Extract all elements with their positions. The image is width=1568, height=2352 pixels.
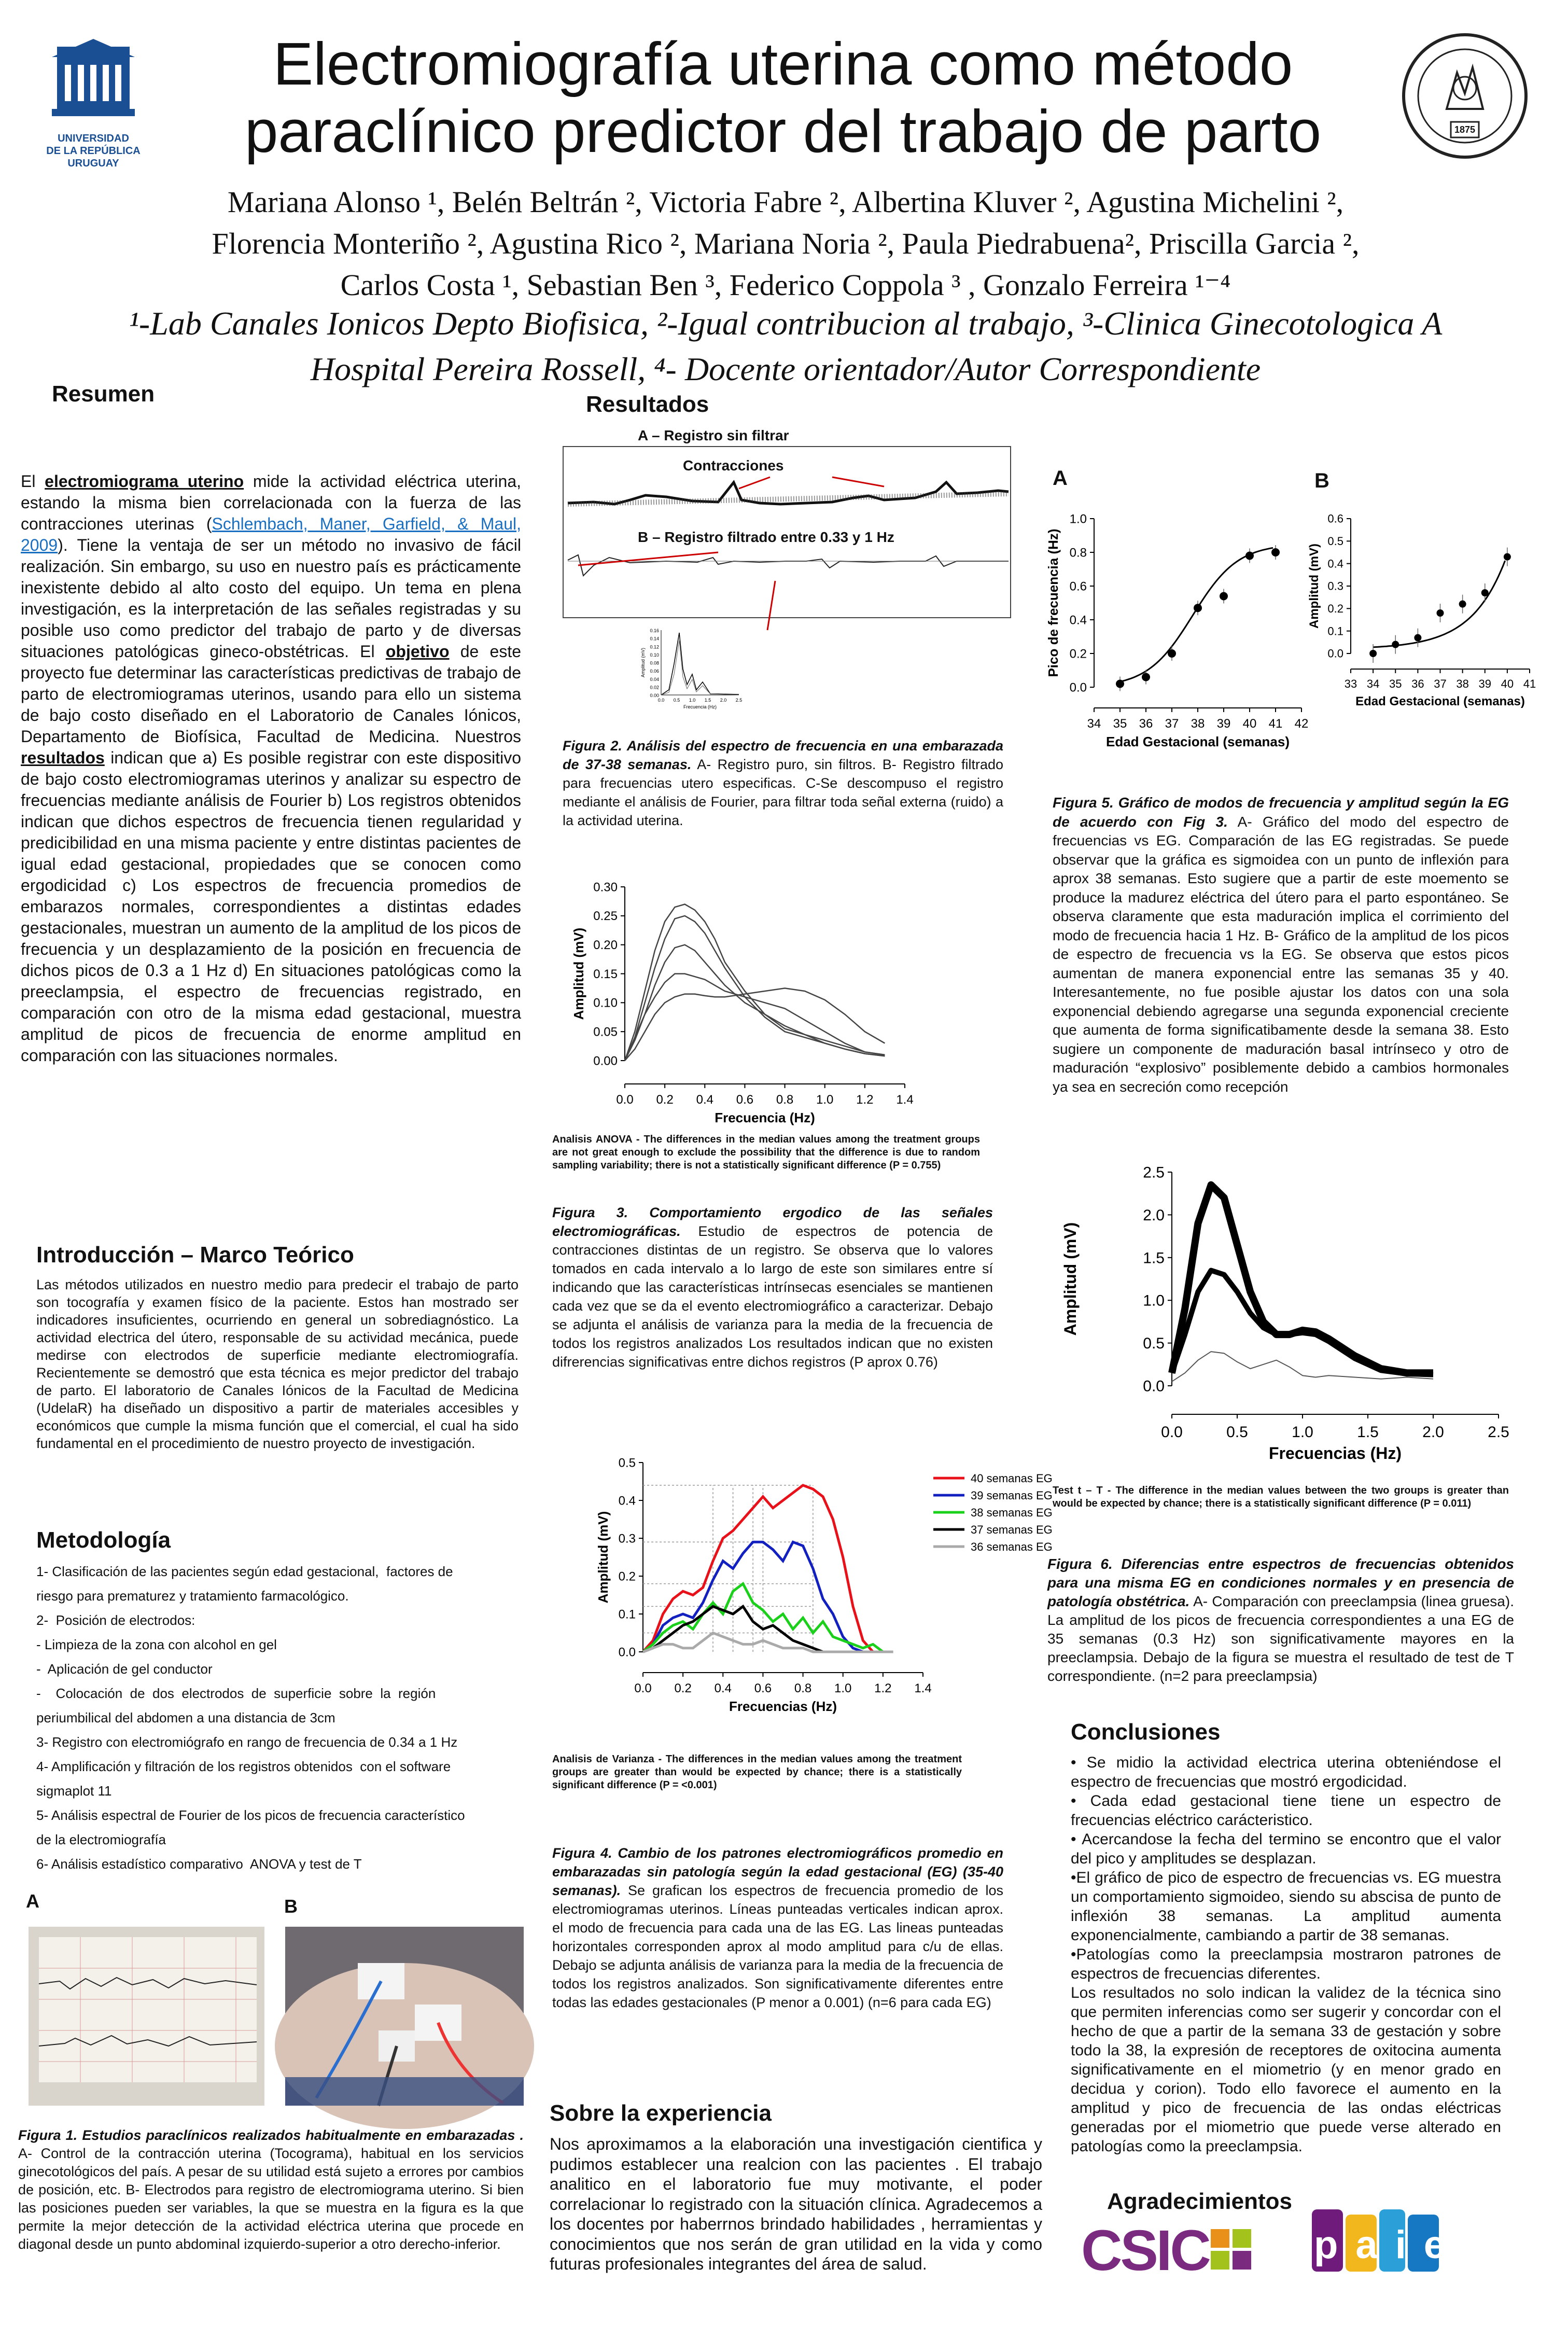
fig2-a-label: A – Registro sin filtrar (638, 427, 789, 443)
resumen-p1: El (21, 472, 45, 491)
data-point (1194, 604, 1202, 612)
x-tick-label: 1.2 (874, 1681, 892, 1695)
y-tick-label: 0.2 (1327, 602, 1343, 616)
resumen-keyword-resultados: resultados (21, 748, 105, 767)
inset-y-tick-label: 0.00 (650, 693, 659, 698)
exponential-fit-line (1373, 561, 1505, 647)
y-axis-label: Amplitud (mV) (571, 927, 586, 1020)
series-line (625, 904, 885, 1061)
y-tick-label: 0.0 (1143, 1377, 1165, 1395)
data-point (1437, 609, 1444, 617)
data-point (1414, 634, 1421, 642)
resumen-p2: mide la actividad eléctrica uterina, estando la misma bien correlacionada con la fuerza de las contracciones uterinas ( (21, 472, 522, 533)
inset-y-tick-label: 0.02 (650, 685, 659, 690)
x-tick-label: 2.0 (1422, 1424, 1444, 1441)
fig1-caption-title: Figura 1. Estudios paraclínicos realizados habitualmente en embarazadas . (18, 2127, 524, 2143)
inset-spectrum-line (661, 633, 739, 695)
affiliations (62, 301, 1509, 392)
fig5-label-b: B (1314, 469, 1329, 492)
legend-label: 36 semanas EG (971, 1540, 1053, 1553)
series-line (625, 974, 885, 1061)
inset-x-axis-label: Frecuencia (Hz) (683, 704, 717, 709)
x-tick-label: 39 (1216, 717, 1231, 731)
metodologia-line: 6- Análisis estadístico comparativo ANOVA y test de T (36, 1856, 362, 1872)
fig2-spectrum-inset (640, 628, 742, 709)
legend-label: 37 semanas EG (971, 1523, 1053, 1536)
experiencia-text: Nos aproximamos a la elaboración una investigación cientifica y pudimos establecer una realcion con las pacientes . El trabajo analitico en el laboratorio fue muy motivante, el poder correlacionar lo registrado con la situación clínica. Agradecemos a los docentes por haberrnos brindado habilidades , herramientas y conocimientos que nos serán de gran utilidad en la vida y como futuras profesionales integrantes del área de salud. (550, 2135, 1042, 2273)
logo-text-line1: UNIVERSIDAD (58, 133, 129, 144)
fig3-caption-body: Estudio de espectros de potencia de contracciones distintas de un registro. Se observa que lo valores tomados en cada intervalo a lo largo de este son similares entre sí indicando que las características intrínsecas esenciales se mantienen cada vez que se da el evento electromiográfico a caracterizar. Debajo se adjunta el análisis de varianza para la media de la frecuencia de todos los registros analizados Los resultados indican que no existen difrerencias significativas entre dichos registros (P aprox 0.76) (552, 1223, 993, 1370)
metodologia-list (36, 1560, 524, 1876)
series-line (625, 916, 885, 1061)
tocogram-photo (29, 1927, 264, 2106)
y-tick-label: 0.3 (618, 1532, 636, 1546)
y-tick-label: 0.10 (593, 996, 618, 1010)
x-axis-label: Edad Gestacional (semanas) (1105, 734, 1290, 749)
data-point (1220, 592, 1228, 601)
inset-y-tick-label: 0.06 (650, 669, 659, 674)
y-tick-label: 1.0 (1069, 512, 1087, 526)
fig5b-svg (1307, 508, 1556, 726)
y-tick-label: 0.5 (1143, 1335, 1165, 1353)
x-tick-label: 34 (1087, 717, 1101, 731)
authors-line-1: Mariana Alonso ¹, Belén Beltrán ², Victoria Fabre ², Albertina Kluver ², Agustina Michelini ², (227, 185, 1344, 219)
y-tick-label: 0.15 (593, 967, 618, 981)
fig3-svg (565, 876, 970, 1136)
resumen-keyword-emg: electromiograma uterino (45, 472, 244, 491)
x-tick-label: 0.0 (616, 1093, 634, 1107)
fig4-chart (595, 1447, 1053, 1722)
x-tick-label: 0.0 (1161, 1424, 1183, 1441)
citation-link[interactable]: Schlembach, Maner, Garfield, & Maul, 2009 (21, 514, 522, 554)
conclusion-item: •Patologías como la preeclampsia mostraron patrones de espectros de frecuencias diferentes. (1071, 1946, 1501, 1982)
conclusion-item: • Se midio la actividad electrica uterina obteniéndose el espectro de frecuencias que mostró ergodicidad. (1071, 1754, 1501, 1790)
y-axis-label: Amplitud (mV) (595, 1511, 611, 1604)
y-tick-label: 0.1 (618, 1607, 636, 1622)
x-tick-label: 41 (1268, 717, 1283, 731)
inset-x-tick-label: 2.0 (720, 698, 727, 703)
y-tick-label: 0.2 (618, 1569, 636, 1584)
fig4-caption (552, 1844, 1003, 2012)
fig1-caption (18, 2126, 524, 2253)
y-tick-label: 1.5 (1143, 1249, 1165, 1267)
resumen-p5: indican que a) Es posible registrar con este dispositivo de bajo costo electromiogramas uterinos y analizar su espectro de frecuencias mediante análisis de Fourier b) Los registros obtenidos indican que dichos espectros de frecuencia tienen regularidad y predicibilidad en una misma paciente y entre distintas pacientes de igual edad gestacional, propiedades que se conocen como ergodicidad c) Los espectros de frecuencia promedios de embarazos normales, correspondientes a distintas edades gestacionales, muestran un aumento de la amplitud de los picos de frecuencia y un desplazamiento de la posición en frecuencia de dichos picos de 0.3 a 1 Hz d) En situaciones patológicas como la preeclampsia, el espectro de frecuencias registrado, en comparación con otro de la misma edad gestacional, muestra amplitud de picos de frecuencia de enorme amplitud en comparación con las situaciones normales. (21, 748, 521, 1065)
data-point (1271, 548, 1280, 556)
legend-label: 39 semanas EG (971, 1489, 1053, 1502)
electrodes-photo (285, 1927, 524, 2106)
intro-text: Las métodos utilizados en nuestro medio para predecir el trabajo de parto son tocografía y examen físico de la paciente. Estos han mostrado ser indicadores insuficientes, ocurriendo en general un sobrediagnóstico. La actividad electrica del útero, responsable de su actividad mecánica, puede medirse con electrodos de superficie mediante electromiografía. Recientemente se demostró que esta técnica es mejor predictor del trabajo de parto. El laboratorio de Canales Iónicos de la Facultad de Medicina (UdelaR) ha diseñado un dispositivo a partir de materiales accesibles y económicos que cumple la misma función que el comercial, el cual ha sido fundamental en el procedimiento de nuestro proyecto de investigación. (36, 1277, 519, 1451)
series-line (643, 1542, 893, 1652)
fig1-label-b: B (284, 1896, 298, 1917)
conclusiones-heading: Conclusiones (1071, 1719, 1221, 1745)
x-tick-label: 1.2 (856, 1093, 874, 1107)
sigmoid-fit-line (1120, 548, 1273, 681)
affiliation-line-1: ¹-Lab Canales Ionicos Depto Biofisica, ²-Igual contribucion al trabajo, ³-Clinica Ginecotologica A (129, 305, 1443, 342)
y-tick-label: 0.0 (618, 1645, 636, 1660)
x-tick-label: 2.5 (1488, 1424, 1509, 1441)
y-tick-label: 0.3 (1327, 579, 1343, 593)
paie-logo-text: paie (1314, 2223, 1464, 2267)
x-tick-label: 36 (1139, 717, 1153, 731)
x-tick-label: 34 (1366, 677, 1380, 690)
fig3-anova-note: Analisis ANOVA - The differences in the median values among the treatment groups are not great enough to exclude the possibility that the difference is due to random sampling variability; there is not a statistically significant difference (P = 0.755) (552, 1134, 980, 1171)
x-tick-label: 38 (1456, 677, 1469, 690)
paie-logo (1307, 2199, 1464, 2282)
y-tick-label: 0.2 (1069, 647, 1087, 661)
title-line-1: Electromiografía uterina como método (273, 30, 1293, 98)
x-axis-label: Frecuencias (Hz) (1268, 1444, 1402, 1463)
fig2-recordings (563, 446, 1011, 736)
inset-x-tick-label: 1.5 (704, 698, 711, 703)
fig4-anova-note: Analisis de Varianza - The differences in the median values among the treatment groups are greater than would be expected by chance; there is a statistically significant difference (P = <0.001) (552, 1753, 962, 1791)
conclusion-item: • Cada edad gestacional tiene tiene un espectro de frecuencias eléctrico carácteristico. (1071, 1792, 1501, 1829)
seal-year: 1875 (1454, 124, 1476, 135)
metodologia-line: - Aplicación de gel conductor (36, 1661, 213, 1677)
data-point (1369, 650, 1377, 657)
authors-line-3: Carlos Costa ¹, Sebastian Ben ³, Federico Coppola ³ , Gonzalo Ferreira ¹⁻⁴ (340, 268, 1231, 302)
x-tick-label: 1.5 (1357, 1424, 1379, 1441)
data-point (1481, 589, 1489, 596)
x-tick-label: 39 (1478, 677, 1491, 690)
x-tick-label: 41 (1523, 677, 1536, 690)
y-tick-label: 1.0 (1143, 1292, 1165, 1310)
x-tick-label: 1.4 (914, 1681, 932, 1695)
university-logo (36, 36, 150, 171)
metodologia-heading: Metodología (36, 1527, 171, 1553)
metodologia-line: periumbilical del abdomen a una distancia de 3cm (36, 1710, 335, 1725)
fig6-caption-body: A- Comparación con preeclampsia (linea gruesa). La amplitud de los picos de frecuencia correspondientes a una EG de 35 semanas (0.3 Hz) son significativamente mayores en la preeclampsia. Debajo de la figura se muestra el resultado de test de T correspondiente. (n=2 para preeclampsia) (1047, 1593, 1514, 1684)
fig5-caption-title: Figura 5. Gráfico de modos de frecuencia y amplitud según la EG de acuerdo con Fig 3. (1053, 795, 1509, 830)
agradecimientos-heading: Agradecimientos (1107, 2189, 1292, 2214)
y-tick-label: 2.5 (1143, 1164, 1165, 1181)
x-tick-label: 33 (1344, 677, 1357, 690)
csic-squares-icon (1211, 2229, 1252, 2271)
x-tick-label: 38 (1191, 717, 1205, 731)
intro-heading: Introducción – Marco Teórico (36, 1242, 354, 1268)
data-point (1245, 552, 1254, 560)
inset-spectrum-line-2 (661, 641, 739, 695)
y-tick-label: 0.00 (593, 1054, 618, 1068)
series-line (1172, 1352, 1433, 1382)
y-tick-label: 0.30 (593, 880, 618, 895)
data-point (1116, 680, 1124, 688)
csic-logo-text: CSIC (1081, 2219, 1209, 2283)
fig5a-svg (1042, 508, 1322, 778)
y-tick-label: 0.5 (618, 1456, 636, 1470)
fig2-contracciones-label: Contracciones (683, 457, 784, 474)
x-tick-label: 0.4 (714, 1681, 732, 1695)
fig6-caption (1047, 1555, 1514, 1686)
y-tick-label: 0.8 (1069, 546, 1087, 560)
fig1-label-a: A (26, 1890, 39, 1912)
y-tick-label: 0.0 (1069, 680, 1087, 695)
title-line-2: paraclínico predictor del trabajo de parto (244, 98, 1322, 165)
x-tick-label: 37 (1165, 717, 1179, 731)
y-tick-label: 0.05 (593, 1025, 618, 1039)
y-tick-label: 0.20 (593, 938, 618, 953)
fig4-caption-body: Se grafican los espectros de frecuencia promedio de los electromiogramas uterinos. Líneas punteadas verticales indican aprox. el modo de frecuencia para cada una de las EG. Las lineas punteadas horizontales corresponden aprox al modo amplitud para c/u de ellas. Debajo se adjunta análisis de varianza para la media de la frecuencia de todos los registros analizados. Son significativamente diferentes entre todas las edades gestacionales (P menor a 0.001) (n=6 para cada EG) (552, 1883, 1003, 2010)
y-tick-label: 0.4 (1069, 613, 1087, 628)
x-tick-label: 40 (1242, 717, 1257, 731)
inset-y-axis-label: Amplitud (mV) (640, 647, 646, 678)
series-line (1172, 1271, 1433, 1375)
logo-text-line2: DE LA REPÚBLICA (46, 145, 141, 157)
inset-y-tick-label: 0.14 (650, 636, 659, 642)
y-tick-label: 0.4 (618, 1494, 636, 1508)
authors (62, 182, 1509, 306)
inset-x-tick-label: 1.0 (689, 698, 696, 703)
conclusion-item: • Acercandose la fecha del termino se encontro que el valor del pico y amplitudes se desplazan. (1071, 1831, 1501, 1867)
fig5a-chart (1042, 508, 1322, 778)
x-tick-label: 37 (1434, 677, 1447, 690)
poster-title (156, 30, 1410, 165)
data-point (1392, 641, 1399, 648)
x-tick-label: 0.6 (754, 1681, 772, 1695)
x-axis-label: Frecuencias (Hz) (729, 1699, 837, 1714)
fig1-caption-body: A- Control de la contracción uterina (Tocograma), habitual en los servicios ginecotológicos del país. A pesar de su utilidad está sujeto a errores por cambios de posición, etc. B- Electrodos para registro de electromiograma uterino. Si bien las posiciones pueden ser variables, la que se muestra en la figura es la que permite la mejor detección de la actividad eléctrica uterina que procede en diagonal desde un punto abdominal izquierdo-superior a otro derecho-inferior. (18, 2146, 524, 2252)
x-tick-label: 0.2 (656, 1093, 674, 1107)
x-axis-label: Frecuencia (Hz) (715, 1110, 815, 1125)
metodologia-line: sigmaplot 11 (36, 1783, 112, 1799)
legend-label: 38 semanas EG (971, 1506, 1053, 1519)
x-tick-label: 0.4 (696, 1093, 713, 1107)
metodologia-line: - Colocación de dos electrodos de superficie sobre la región (36, 1686, 436, 1701)
inset-y-tick-label: 0.08 (650, 660, 659, 666)
fig6-svg (1053, 1157, 1530, 1494)
inset-y-tick-label: 0.10 (650, 652, 659, 658)
conclusion-item: •El gráfico de pico de espectro de frecuencias vs. EG muestra un comportamiento sigmoideo, siendo su abscisa de punto de inflexión 38 semanas. La amplitud aumenta exponencialmente, cambiando a partir de 38 semanas. (1071, 1869, 1501, 1944)
resumen-keyword-objetivo: objetivo (385, 642, 450, 661)
fig3-caption (552, 1203, 993, 1371)
y-tick-label: 0.6 (1069, 579, 1087, 594)
x-tick-label: 1.4 (896, 1093, 914, 1107)
metodologia-line: riesgo para prematurez y tratamiento farmacológico. (36, 1588, 349, 1604)
inset-x-tick-label: 0.0 (657, 698, 665, 703)
x-tick-label: 36 (1411, 677, 1424, 690)
y-tick-label: 2.0 (1143, 1206, 1165, 1224)
fig6-chart (1053, 1157, 1530, 1494)
y-tick-label: 0.25 (593, 909, 618, 924)
data-point (1504, 553, 1511, 561)
x-tick-label: 42 (1294, 717, 1309, 731)
legend-label: 40 semanas EG (971, 1472, 1053, 1485)
fig3-chart (565, 876, 970, 1136)
csic-logo (1081, 2220, 1252, 2282)
fig4-caption-title: Figura 4. Cambio de los patrones electromiográficos promedio en embarazadas sin patología según la edad gestacional (EG) (35-40 semanas). (552, 1845, 1003, 1898)
university-building-icon (36, 36, 150, 130)
metodologia-line: 5- Análisis espectral de Fourier de los picos de frecuencia característico (36, 1807, 465, 1823)
faculty-seal (1400, 31, 1530, 161)
x-tick-label: 35 (1389, 677, 1402, 690)
y-tick-label: 0.5 (1327, 535, 1343, 548)
fig2-caption-title: Figura 2. Análisis del espectro de frecuencia en una embarazada de 37-38 semanas. (563, 738, 1003, 772)
metodologia-line: 4- Amplificación y filtración de los registros obtenidos con el software (36, 1759, 451, 1774)
x-tick-label: 0.0 (634, 1681, 652, 1695)
inset-y-tick-label: 0.16 (650, 628, 659, 633)
x-tick-label: 35 (1113, 717, 1127, 731)
fig3-caption-title: Figura 3. Comportamiento ergodico de las señales electromiográficas. (552, 1205, 993, 1239)
metodologia-line: de la electromiografía (36, 1832, 166, 1847)
authors-line-2: Florencia Monteriño ², Agustina Rico ², Mariana Noria ², Paula Piedrabuena², Priscilla Garcia ², (212, 227, 1360, 260)
y-axis-label: Amplitud (mV) (1061, 1222, 1080, 1336)
metodologia-line: 3- Registro con electromiógrafo en rango de frecuencia de 0.34 a 1 Hz (36, 1734, 458, 1750)
logo-text-line3: URUGUAY (67, 158, 119, 169)
metodologia-line: - Limpieza de la zona con alcohol en gel (36, 1637, 277, 1652)
series-line (1172, 1185, 1433, 1373)
fig6-ttest-note: Test t – T - The difference in the median values between the two groups is greater than would be expected by chance; there is a statistically significant difference (P = 0.011) (1053, 1485, 1509, 1509)
x-tick-label: 0.6 (736, 1093, 754, 1107)
affiliation-line-2: Hospital Pereira Rossell, ⁴- Docente orientador/Autor Correspondiente (310, 351, 1261, 387)
x-tick-label: 0.8 (776, 1093, 794, 1107)
fig2-caption (563, 736, 1003, 830)
x-tick-label: 1.0 (1292, 1424, 1313, 1441)
experiencia-heading: Sobre la experiencia (550, 2100, 772, 2126)
fig5-caption (1053, 794, 1509, 1096)
x-tick-label: 0.2 (674, 1681, 692, 1695)
fig5b-chart (1307, 508, 1556, 726)
resumen-heading: Resumen (52, 381, 155, 407)
data-point (1168, 649, 1176, 658)
resumen-p4: de este proyecto fue determinar las características predictivas de trabajo de parto de electromiogramas uterinos, usando para ello un sistema de bajo costo diseñado en el Laboratorio de Canales Iónicos, Departamento de Biofísica, Facultad de Medicina. Nuestros (21, 642, 522, 746)
inset-y-tick-label: 0.04 (650, 676, 659, 682)
x-tick-label: 0.8 (794, 1681, 812, 1695)
resumen-text (21, 471, 521, 1066)
fig2-caption-body: A- Registro puro, sin filtros. B- Registro filtrado para frecuencias utero especificas. C-Se descompuso el registro mediante el análisis de Fourier, para filtrar toda señal externa (ruido) a la actividad uterina. (563, 757, 1004, 828)
seal-icon (1400, 31, 1530, 161)
y-axis-label: Pico de frecuencia (Hz) (1045, 528, 1061, 677)
x-axis-label: Edad Gestacional (semanas) (1355, 694, 1525, 708)
inset-x-tick-label: 0.5 (673, 698, 680, 703)
y-tick-label: 0.4 (1327, 557, 1343, 570)
y-tick-label: 0.0 (1327, 647, 1343, 660)
fig4-svg (595, 1447, 1053, 1722)
fig5-caption-body: A- Gráfico del modo del espectro de frecuencias vs EG. Comparación de las EG registradas. Se puede observar que la gráfica es sigmoidea con un punto de inflexión para aprox 38 semanas. Esto sugiere que a partir de este moemento se produce la madurez eléctrica del útero para el parto espontáneo. Se observa claramente que esta maduración implica el corrimiento del modo de frecuencia hacia 1 Hz. B- Gráfico de la amplitud de los picos de espectro de frecuencia vs la EG. Se observa que estos picos aumentan de manera exponencial entre las semanas 35 y 40. Interesantemente, no fue posible ajustar los datos con una sola exponencial debiendo agregarse una segunda exponencial creciente que aumenta de forma significatibamente desde la semana 38. Esto sugiere un componente de maduración basal intrínseco y otro de maduración “explosivo” posiblemente debido a cambios hormonales ya sea en secreción como recepción (1053, 813, 1509, 1095)
resultados-heading: Resultados (586, 392, 709, 417)
x-tick-label: 40 (1501, 677, 1514, 690)
metodologia-line: 1- Clasificación de las pacientes según edad gestacional, factores de (36, 1564, 453, 1579)
y-axis-label: Amplitud (mV) (1307, 544, 1321, 629)
y-tick-label: 0.1 (1327, 624, 1343, 638)
conclusiones-closing: Los resultados no solo indican la validez de la técnica sino que permiten inferencias como ser sugerir y concordar con el hecho de que a partir de la semana 33 de gestación y sobre todo la 38, la expresión de receptores de oxitocina aumenta significativamente en el miometrio (y en menor grado en decidua y corion). Todo ello favorece el aumento en la amplitud y pico de frecuencia de las ondas eléctricas generadas por el miometrio que puede verse alterado en patologías como la preeclampsia. (1071, 1984, 1501, 2155)
x-tick-label: 1.0 (816, 1093, 834, 1107)
inset-x-tick-label: 2.5 (735, 698, 743, 703)
inset-y-tick-label: 0.12 (650, 644, 659, 650)
data-point (1142, 673, 1150, 681)
fig2-b-label: B – Registro filtrado entre 0.33 y 1 Hz (638, 529, 894, 545)
fig6-caption-title: Figura 6. Diferencias entre espectros de frecuencias obtenidos para una misma EG en condiciones normales y en presencia de patología obstétrica. (1047, 1556, 1514, 1609)
conclusiones-list (1071, 1753, 1501, 2156)
y-tick-label: 0.6 (1327, 512, 1343, 525)
data-point (1459, 601, 1466, 608)
x-tick-label: 1.0 (834, 1681, 852, 1695)
fig5-label-a: A (1053, 467, 1068, 490)
resumen-p3: ). Tiene la ventaja de ser un método no invasivo de fácil realización. Sin embargo, su uso en nuestro país es prácticamente inexistente debido al alto costo del equipo. Un tema en plena investigación, es la interpretación de las señales registradas y su posible uso como predictor del trabajo de parto y de diversas situaciones patológicas gineco-obstétricas. El (21, 536, 521, 661)
x-tick-label: 0.5 (1226, 1424, 1248, 1441)
metodologia-line: 2- Posición de electrodos: (36, 1612, 195, 1628)
